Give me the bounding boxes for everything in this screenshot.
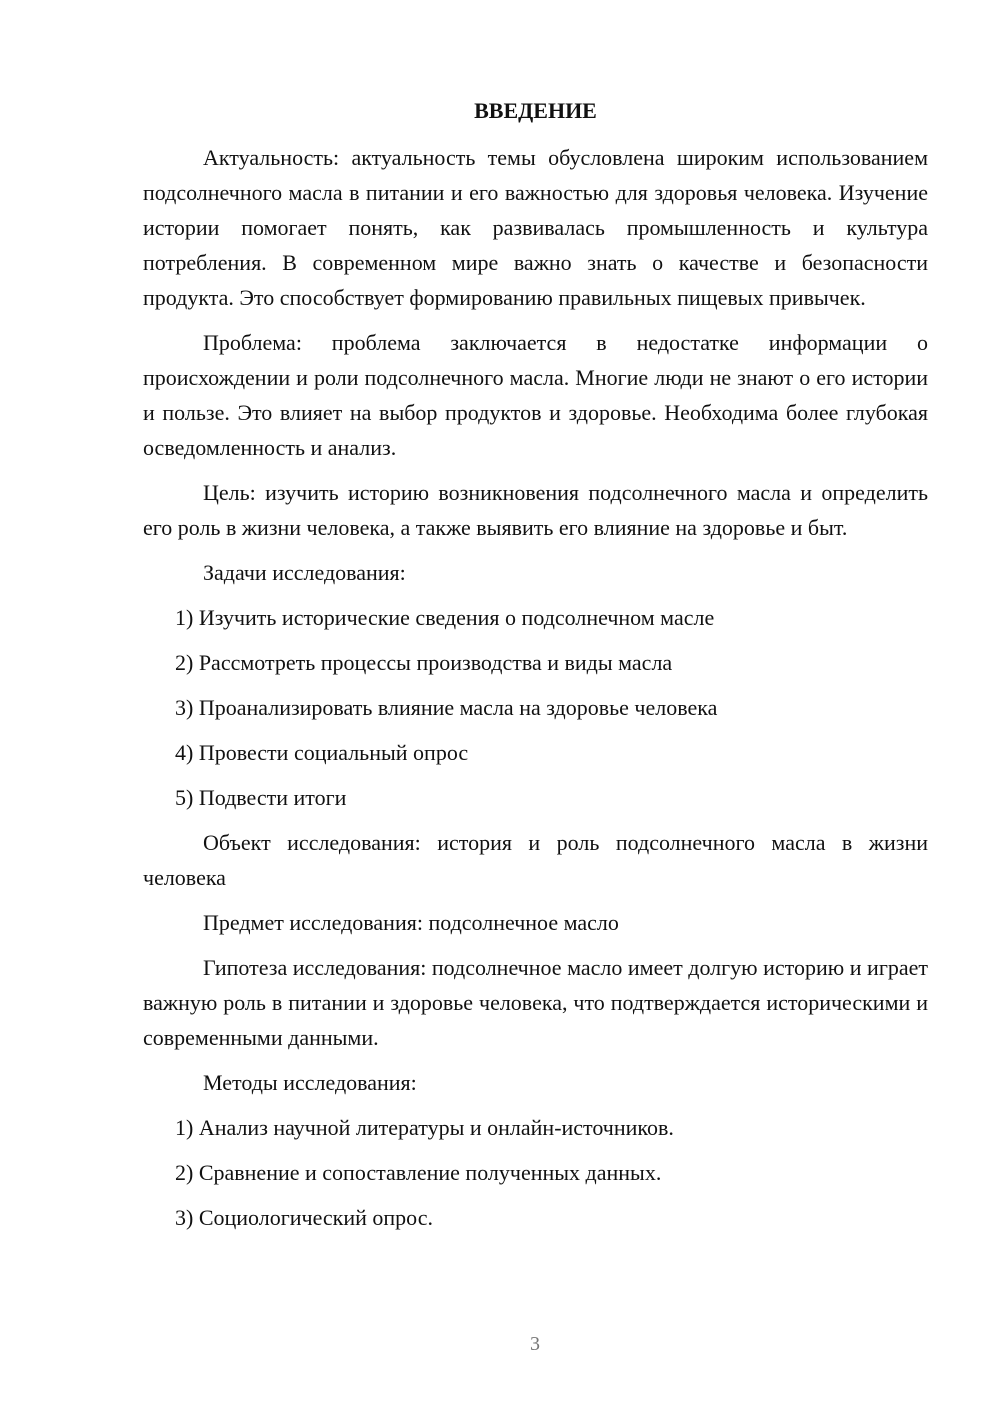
list-item: 1) Изучить исторические сведения о подсолнечном масле <box>175 605 715 630</box>
list-item: 3) Социологический опрос. <box>175 1205 433 1230</box>
methods-list <box>143 1110 928 1235</box>
paragraph-problem: Проблема: проблема заключается в недостатке информации о происхождении и роли подсолнечного масла. Многие люди не знают о его истории и пользе. Это влияет на выбор продуктов и здоровье. Необходима более глубокая осведомленность и анализ. <box>143 330 928 460</box>
list-item: 5) Подвести итоги <box>175 785 347 810</box>
list-item: 2) Рассмотреть процессы производства и виды масла <box>175 650 673 675</box>
tasks-heading: Задачи исследования: <box>203 560 406 585</box>
paragraph-subject: Предмет исследования: подсолнечное масло <box>203 910 619 935</box>
page-content <box>143 94 928 1245</box>
paragraph-relevance: Актуальность: актуальность темы обусловлена широким использованием подсолнечного масла в питании и его важностью для здоровья человека. Изучение истории помогает понять, как развивалась промышленность и культура потребления. В современном мире важно знать о качестве и безопасности продукта. Это способствует формированию правильных пищевых привычек. <box>143 145 928 310</box>
list-item: 1) Анализ научной литературы и онлайн-источников. <box>175 1115 674 1140</box>
page-number: 3 <box>530 1333 540 1355</box>
list-item: 3) Проанализировать влияние масла на здоровье человека <box>175 695 718 720</box>
methods-heading: Методы исследования: <box>203 1070 417 1095</box>
list-item: 2) Сравнение и сопоставление полученных данных. <box>175 1160 662 1185</box>
page-title: ВВЕДЕНИЕ <box>474 98 597 123</box>
tasks-list <box>143 600 928 815</box>
paragraph-hypothesis: Гипотеза исследования: подсолнечное масло имеет долгую историю и играет важную роль в питании и здоровье человека, что подтверждается историческими и современными данными. <box>143 955 928 1050</box>
paragraph-object: Объект исследования: история и роль подсолнечного масла в жизни человека <box>143 830 928 890</box>
paragraph-goal: Цель: изучить историю возникновения подсолнечного масла и определить его роль в жизни человека, а также выявить его влияние на здоровье и быт. <box>143 480 928 540</box>
list-item: 4) Провести социальный опрос <box>175 740 469 765</box>
